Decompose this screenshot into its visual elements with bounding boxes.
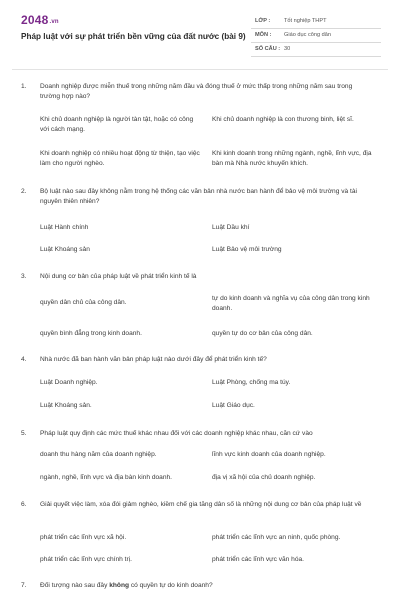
question-number: 3.	[21, 273, 27, 280]
meta-value: 30	[284, 46, 291, 52]
option-c[interactable]: Luật Khoáng sản.	[40, 402, 92, 409]
option-d[interactable]: Khi kinh doanh trong những ngành, nghề, lĩnh vực, địa bàn mà Nhà nước khuyến khích.	[212, 150, 372, 167]
emphasis-word: không	[109, 582, 130, 589]
option-a[interactable]: Khi chủ doanh nghiệp là người tàn tật, hoặc có công với cách mạng.	[40, 116, 194, 133]
option-b[interactable]: Luật Phòng, chống ma túy.	[212, 379, 291, 386]
page-title: Pháp luật với sự phát triển bền vững của đất nước (bài 9)	[21, 32, 246, 41]
question-text: Đối tượng nào sau đây không có quyền tự do kinh doanh?	[40, 582, 213, 589]
option-c[interactable]: phát triển các lĩnh vực chính trị.	[40, 556, 133, 563]
meta-class-row	[251, 14, 381, 29]
question-text: Bộ luật nào sau đây không nằm trong hệ thống các văn bản nhà nước ban hành để bảo vệ môi trường và tài nguyên thiên nhiên?	[40, 188, 357, 205]
option-a[interactable]: doanh thu hàng năm của doanh nghiệp.	[40, 451, 157, 458]
option-b[interactable]: lĩnh vực kinh doanh của doanh nghiệp.	[212, 451, 326, 458]
option-b[interactable]: Khi chủ doanh nghiệp là con thương binh, liệt sĩ.	[212, 116, 354, 123]
meta-count-row	[251, 42, 381, 57]
question-number: 2.	[21, 188, 27, 195]
meta-value: Tốt nghiệp THPT	[284, 18, 327, 24]
question-text: Doanh nghiệp được miễn thuế trong những năm đầu và đóng thuế ở mức thấp trong những năm sau trong trường hợp nào?	[40, 83, 353, 100]
option-b[interactable]: tự do kinh doanh và nghĩa vụ của công dân trong kinh doanh.	[212, 295, 370, 312]
header-divider	[12, 69, 388, 70]
option-c[interactable]: ngành, nghề, lĩnh vực và địa bàn kinh doanh.	[40, 474, 172, 481]
question-number: 4.	[21, 356, 27, 363]
question-text: Nội dung cơ bản của pháp luật về phát triển kinh tế là	[40, 273, 197, 280]
meta-key: LỚP :	[255, 18, 271, 24]
meta-key: MÔN :	[255, 32, 272, 38]
option-d[interactable]: Luật Giáo dục.	[212, 402, 255, 409]
meta-value: Giáo dục công dân	[284, 32, 331, 38]
site-logo[interactable]: 2048.vn	[21, 13, 59, 27]
question-number: 5.	[21, 430, 27, 437]
meta-subject-row	[251, 28, 381, 43]
option-a[interactable]: phát triển các lĩnh vực xã hội.	[40, 534, 127, 541]
option-a[interactable]: Luật Doanh nghiệp.	[40, 379, 98, 386]
option-d[interactable]: quyền tự do cơ bản của công dân.	[212, 330, 313, 337]
option-c[interactable]: Luật Khoáng sản	[40, 246, 90, 253]
option-d[interactable]: phát triển các lĩnh vực văn hóa.	[212, 556, 305, 563]
option-b[interactable]: phát triển các lĩnh vực an ninh, quốc phòng.	[212, 534, 341, 541]
header	[0, 0, 400, 66]
question-text: Pháp luật quy định các mức thuế khác nhau đối với các doanh nghiệp khác nhau, căn cứ vào	[40, 430, 313, 437]
question-text: Nhà nước đã ban hành văn bản pháp luật nào dưới đây để phát triển kinh tế?	[40, 356, 267, 363]
option-d[interactable]: Luật Bảo vệ môi trường	[212, 246, 282, 253]
option-c[interactable]: quyền bình đẳng trong kinh doanh.	[40, 330, 142, 337]
option-a[interactable]: quyền dân chủ của công dân.	[40, 299, 127, 306]
question-number: 6.	[21, 501, 27, 508]
meta-key: SỐ CÂU :	[255, 46, 281, 52]
option-a[interactable]: Luật Hành chính	[40, 224, 89, 231]
option-c[interactable]: Khi doanh nghiệp có nhiều hoạt động từ thiện, tạo việc làm cho người nghèo.	[40, 150, 200, 167]
question-text: Giải quyết việc làm, xóa đói giảm nghèo, kiềm chế gia tăng dân số là những nội dung cơ bản của pháp luật về	[40, 501, 362, 508]
question-number: 1.	[21, 83, 27, 90]
option-d[interactable]: địa vị xã hội của chủ doanh nghiệp.	[212, 474, 316, 481]
question-number: 7.	[21, 582, 27, 589]
option-b[interactable]: Luật Dầu khí	[212, 224, 250, 231]
